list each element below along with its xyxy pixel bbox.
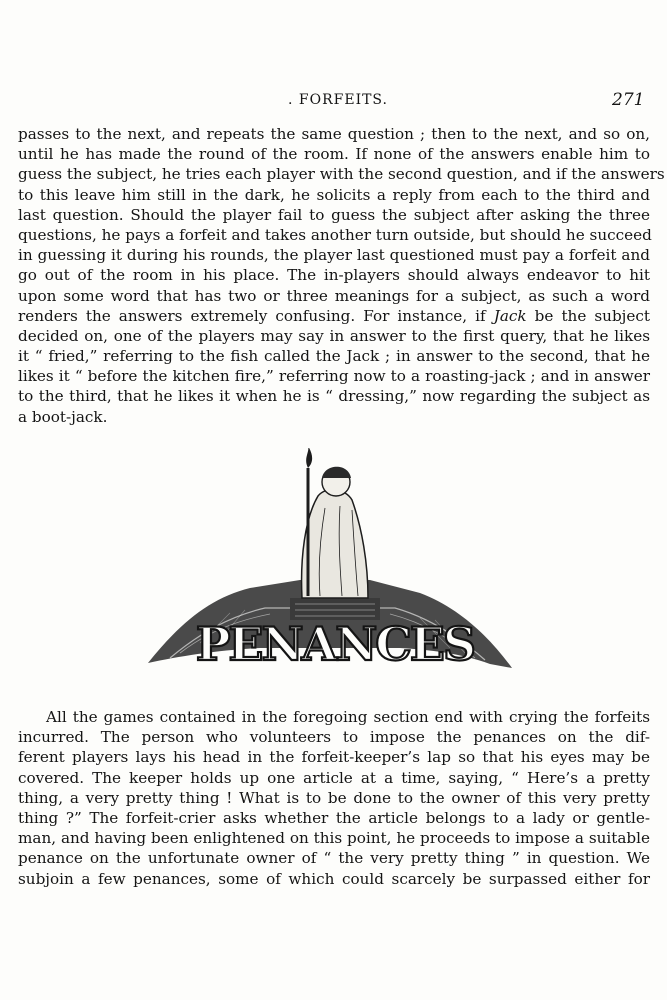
- text-line: guess the subject, he tries each player with the second question, and if the answers: [18, 165, 665, 184]
- running-head: . FORFEITS.: [288, 92, 388, 108]
- penances-illustration: [140, 448, 530, 698]
- flame-shape: [306, 448, 312, 468]
- text-line: man, and having been enlightened on this point, he proceeds to impose a suitable: [18, 829, 650, 848]
- figure-robe: [302, 490, 368, 598]
- text-line: last question. Should the player fail to guess the subject after asking the three: [18, 205, 650, 224]
- text-line: until he has made the round of the room. If none of the answers enable him to: [18, 145, 650, 164]
- paragraph-2: [18, 707, 650, 889]
- text-line: in guessing it during his rounds, the player last questioned must pay a forfeit and: [18, 246, 650, 265]
- text-line: renders the answers extremely confusing. For instance, if Jack be the subject: [18, 306, 650, 325]
- text-line: likes it “ before the kitchen fire,” referring now to a roasting-jack ; and in answer: [18, 367, 650, 386]
- text-line: thing, a very pretty thing ! What is to be done to the owner of this very pretty: [18, 788, 650, 807]
- text-line: incurred. The person who volunteers to impose the penances on the dif-: [18, 728, 650, 747]
- text-line: ferent players lays his head in the forfeit-keeper’s lap so that his eyes may be: [18, 748, 650, 767]
- illustration-title: PENANCES: [195, 617, 475, 671]
- text-line: a boot-jack.: [18, 407, 108, 426]
- text-line: penance on the unfortunate owner of “ the very pretty thing ” in question. We: [18, 849, 650, 868]
- text-line: to the third, that he likes it when he is “ dressing,” now regarding the subject as: [18, 387, 650, 406]
- text-line: questions, he pays a forfeit and takes another turn outside, but should he succeed: [18, 225, 652, 244]
- text-line: decided on, one of the players may say in answer to the first query, that he likes: [18, 326, 650, 345]
- text-line: covered. The keeper holds up one article at a time, saying, “ Here’s a pretty: [18, 768, 650, 787]
- paragraph-1: [18, 124, 665, 427]
- text-line: thing ?” The forfeit-crier asks whether the article belongs to a lady or gentle-: [18, 808, 650, 827]
- text-line: upon some word that has two or three meanings for a subject, as such a word: [18, 286, 650, 305]
- text-line: All the games contained in the foregoing section end with crying the forfeits: [46, 708, 650, 726]
- page-header: [0, 92, 667, 112]
- text-line: go out of the room in his place. The in-players should always endeavor to hit: [18, 266, 650, 285]
- text-line: it “ fried,” referring to the fish called the Jack ; in answer to the second, that he: [18, 347, 650, 366]
- text-line: passes to the next, and repeats the same question ; then to the next, and so on,: [18, 125, 650, 143]
- italic-word: Jack: [493, 306, 527, 325]
- text-line: to this leave him still in the dark, he solicits a reply from each to the third and: [18, 185, 650, 204]
- page-number: 271: [612, 90, 645, 110]
- text-line: subjoin a few penances, some of which could scarcely be surpassed either for: [18, 869, 650, 888]
